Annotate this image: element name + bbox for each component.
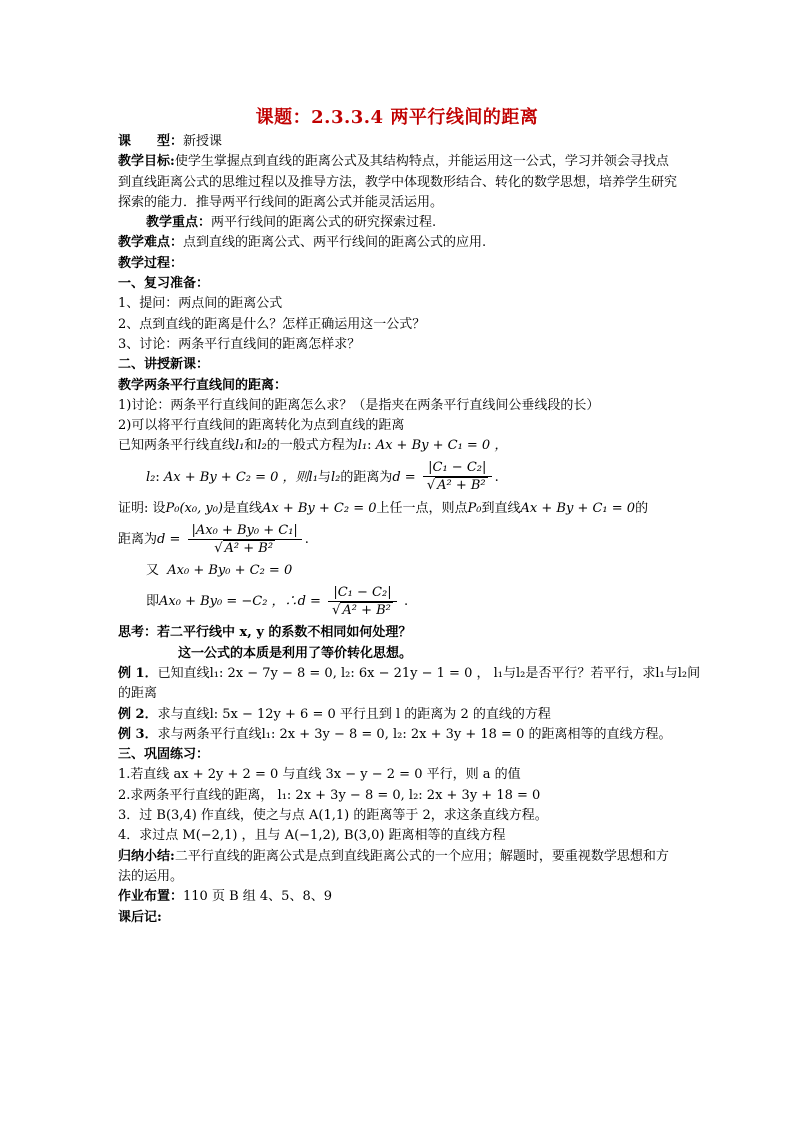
l1-symbol: l₁ [235, 438, 245, 454]
dist-of: 的距离为 [340, 469, 393, 485]
fraction-numerator: |Ax₀ + By₀ + C₁| [188, 522, 302, 540]
known-formula-row: 已知两条平行线直线l₁和l₂的一般式方程为l₁: Ax + By + C₁ = 0 ， [118, 438, 508, 454]
point-p0: P₀(x₀, y₀) [165, 500, 223, 516]
dist-label: 距离为 [118, 532, 158, 548]
summary-label: 归纳小结: [118, 848, 175, 864]
goals-label: 教学目标: [118, 154, 175, 170]
practice-item: 3．过 B(3,4) 作直线，使之与点 A(1,1) 的距离等于 2，求这条直线方程。 [118, 808, 548, 824]
example-2 [118, 705, 678, 725]
review-item: 2、点到直线的距离是什么？怎样正确运用这一公式？ [118, 316, 426, 332]
practice-heading: 三、巩固练习： [118, 747, 210, 763]
then-label: 即 [146, 594, 160, 610]
also-label: 又 [146, 563, 160, 579]
proof-mid1: 是直线 [222, 500, 262, 516]
practice-item: 4．求过点 M(−2,1) ，且与 A(−1,2), B(3,0) 距离相等的直线方程 [118, 828, 506, 844]
summary-text: 二平行直线的距离公式是点到直线距离公式的一个应用；解题时，要重视数学思想和方法的运用。 [118, 848, 669, 884]
sqrt-icon: √ [426, 478, 436, 494]
review-item: 1、提问：两点间的距离公式 [118, 296, 283, 312]
point-distance-fraction [188, 522, 302, 558]
l2-symbol: l₂ [146, 469, 156, 485]
think-label: 思考： [118, 625, 158, 641]
proof-line-1: Ax + By + C₂ = 0 [262, 500, 377, 516]
then-row: 即Ax₀ + By₀ = −C₂ ，∴d = $\frac{\text{|C₁ − C₂|}}{\text{√ A² + B²}}$ . [146, 584, 409, 618]
summary-row [118, 847, 678, 888]
lesson-content [118, 132, 701, 928]
proof-mid2: 上任一点，则点 [376, 500, 468, 516]
fraction-denominator [423, 477, 492, 495]
example-1-cont: 的距离 [118, 686, 158, 702]
key-point-row [118, 213, 678, 233]
new-lesson-subheading: 教学两条平行直线间的距离： [118, 377, 288, 393]
new-lesson-item: 2)可以将平行直线间的距离转化为点到直线的距离 [118, 418, 405, 434]
l1-symbol: l₁ [308, 469, 318, 485]
example-3 [118, 725, 678, 745]
practice-item: 2.求两条平行直线的距离， l₁: 2x + 3y − 8 = 0, l₂: 2x + 3y + 18 = 0 [118, 787, 541, 803]
l2-symbol: l₂ [257, 438, 267, 454]
distance-fraction [423, 459, 492, 495]
teaching-goals [118, 152, 678, 213]
new-lesson-item: 1)讨论：两条平行直线间的距离怎么求？（是指夹在两条平行直线间公垂线段的长） [118, 397, 600, 413]
key-point-text: 两平行线间的距离公式的研究探索过程. [211, 215, 437, 231]
example-label: 例 2． [118, 706, 158, 722]
radicand: A² + B² [342, 602, 391, 618]
fraction-numerator: |C₁ − C₂| [423, 459, 492, 477]
course-type-row [118, 132, 678, 152]
difficulty-text: 点到直线的距离公式、两平行线间的距离公式的应用. [183, 235, 487, 251]
example-1 [118, 664, 701, 684]
fraction-denominator [188, 540, 302, 558]
difficulty-row [118, 233, 678, 253]
homework-label: 作业布置： [118, 889, 184, 905]
radicand: A² + B² [437, 478, 486, 494]
practice-item: 1.若直线 ax + 2y + 2 = 0 与直线 3x − y − 2 = 0 平行，则 a 的值 [118, 767, 521, 783]
example-label: 例 3． [118, 726, 158, 742]
process-label: 教学过程： [118, 255, 184, 271]
l1-symbol: l₁ [357, 438, 368, 454]
example-text: 求与两条平行直线l₁: 2x + 3y − 8 = 0, l₂: 2x + 3y + 18 = 0 的距离相等的直线方程。 [157, 726, 672, 742]
l2-equation: Ax + By + C₂ = 0 ，则 [163, 469, 309, 485]
proof-row [118, 499, 678, 519]
radicand: A² + B² [224, 540, 274, 556]
example-text: 已知直线l₁: 2x − 7y − 8 = 0, l₂: 6x − 21y − 1 = 0 ， l₁与l₂是否平行？若平行，求l₁与l₂间 [157, 665, 701, 681]
l2-symbol: l₂ [330, 469, 341, 485]
d-equals: d = [392, 469, 416, 485]
think-line1: 若二平行线中 x, y 的系数不相同如何处理？ [157, 625, 412, 641]
then-equation: Ax₀ + By₀ = −C₂ ，∴ [159, 594, 298, 610]
and-word: 和 [244, 438, 258, 454]
l1-equation: Ax + By + C₁ = 0 ， [375, 438, 508, 454]
sqrt-icon: √ [214, 540, 223, 556]
point-p0-short: P₀ [467, 500, 482, 516]
page-title: 课题：2.3.3.4 两平行线间的距离 [255, 107, 539, 128]
homework-row [118, 887, 678, 907]
d-equals: d = [157, 532, 181, 548]
key-point-label: 教学重点： [146, 215, 212, 231]
goals-text: 使学生掌握点到直线的距离公式及其结构特点，并能运用这一公式，学习并领会寻找点到直线距离公式的思维过程以及推导方法，教学中体现数形结合、转化的数学思想，培养学生研究探索的能力．推导两平行线间的距离公式并能灵活运用。 [118, 154, 678, 210]
result-fraction [328, 584, 397, 620]
also-equation: Ax₀ + By₀ + C₂ = 0 [167, 563, 293, 579]
known-prefix: 已知两条平行线直线 [118, 438, 236, 454]
proof-end: 的 [635, 500, 649, 516]
example-label: 例 1． [118, 665, 158, 681]
new-lesson-heading: 二、讲授新课： [118, 357, 210, 373]
homework-text: 110 页 B 组 4、5、8、9 [183, 889, 332, 905]
proof-prefix: 证明: 设 [118, 500, 166, 516]
distance-row: 距离为d = $\frac{\text{|Ax₀ + By₀ + C₁|}}{\text{√ A² + B²}}$ . [118, 522, 309, 556]
known-mid: 的一般式方程为 [266, 438, 358, 454]
fraction-denominator [328, 602, 397, 620]
proof-mid3: 到直线 [481, 500, 521, 516]
with-word: 与 [317, 469, 331, 485]
course-type-label: 课 型： [118, 134, 184, 149]
sqrt-icon: √ [332, 602, 341, 618]
think-line2: 这一公式的本质是利用了等价转化思想。 [178, 645, 413, 661]
also-row [118, 561, 678, 581]
review-heading: 一、复习准备： [118, 276, 210, 292]
example-text: 求与直线l: 5x − 12y + 6 = 0 平行且到 l 的距离为 2 的直线的方程 [157, 706, 551, 722]
distance-formula-row: l₂: Ax + By + C₂ = 0 ，则l₁与l₂的距离为d = $\frac{\text{|C₁ − C₂|}}{\text{√ A² + B²}}$ . [146, 460, 499, 494]
fraction-numerator: |C₁ − C₂| [328, 584, 397, 602]
afterword-label: 课后记: [118, 909, 162, 925]
think-row [118, 623, 678, 643]
review-item: 3、讨论：两条平行直线间的距离怎样求？ [118, 336, 361, 352]
proof-line-2: Ax + By + C₁ = 0 [520, 500, 636, 516]
d-equals: d = [297, 594, 321, 610]
course-type-value: 新授课 [183, 134, 223, 149]
difficulty-label: 教学难点： [118, 235, 184, 251]
